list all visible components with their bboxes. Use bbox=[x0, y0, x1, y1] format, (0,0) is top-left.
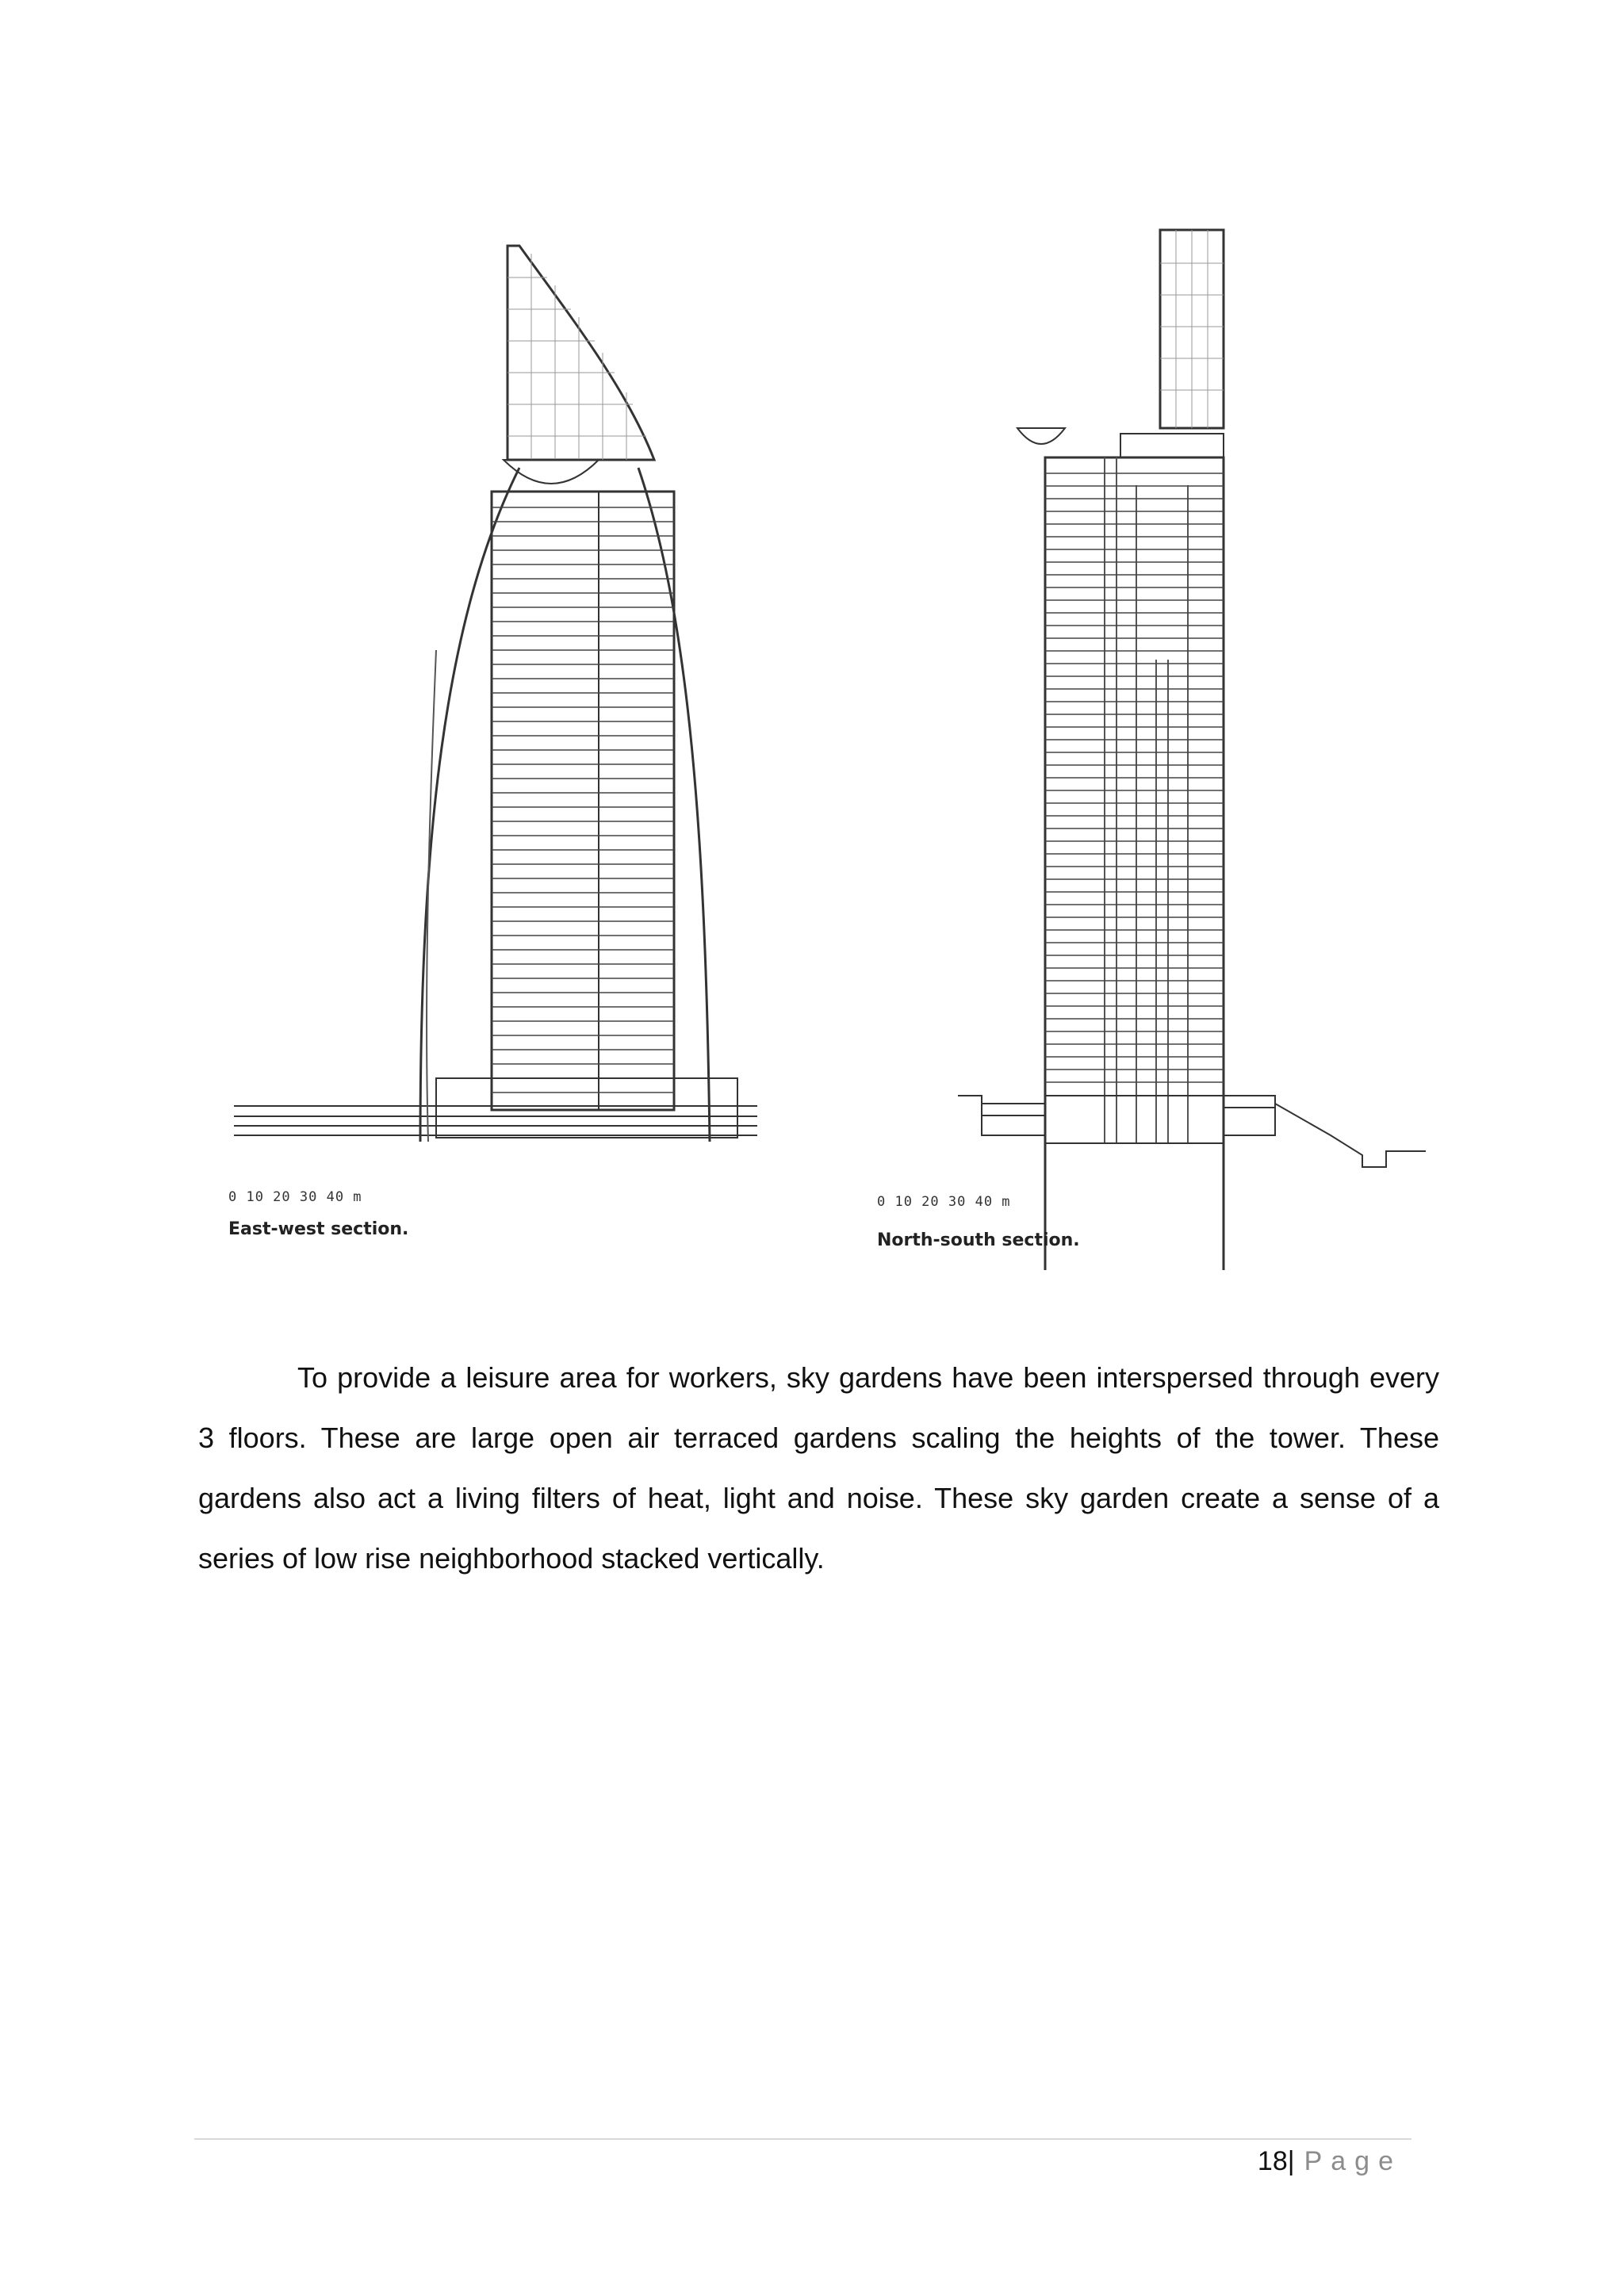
figure-caption-north-south: North-south section. bbox=[877, 1230, 1080, 1250]
west-shell-curve bbox=[420, 468, 519, 1142]
footer-divider bbox=[194, 2138, 1411, 2140]
tower-shaft bbox=[1045, 457, 1224, 1270]
crown-bowl bbox=[1017, 428, 1065, 444]
tower-base bbox=[436, 1078, 737, 1138]
ground-base bbox=[958, 1096, 1426, 1167]
floor-lines bbox=[492, 507, 674, 1093]
floor-lines bbox=[1045, 473, 1224, 1082]
figure-caption-east-west: East-west section. bbox=[228, 1219, 409, 1239]
page-separator: | bbox=[1287, 2146, 1295, 2176]
scale-bar-label: 0 10 20 30 40 m bbox=[877, 1194, 1011, 1210]
page-footer bbox=[1258, 2141, 1402, 2182]
page-number: 18 bbox=[1257, 2146, 1288, 2176]
page-label: Page bbox=[1304, 2146, 1402, 2176]
east-west-section-figure bbox=[198, 206, 833, 1261]
north-south-section-drawing bbox=[855, 208, 1440, 1270]
scale-bar-label: 0 10 20 30 40 m bbox=[228, 1189, 362, 1205]
crown-bowl bbox=[504, 460, 599, 484]
body-paragraph: To provide a leisure area for workers, sky gardens have been interspersed through every 3 floors. These are large open air terraced gardens scaling the heights of the tower. These gardens also act a living filters of heat, light and noise. These sky garden create a sense of a series of low rise neighborhood stacked vertically. bbox=[198, 1361, 1439, 1575]
north-south-section-figure bbox=[855, 208, 1440, 1270]
east-west-section-drawing bbox=[198, 206, 833, 1261]
tower-body bbox=[492, 492, 674, 1110]
